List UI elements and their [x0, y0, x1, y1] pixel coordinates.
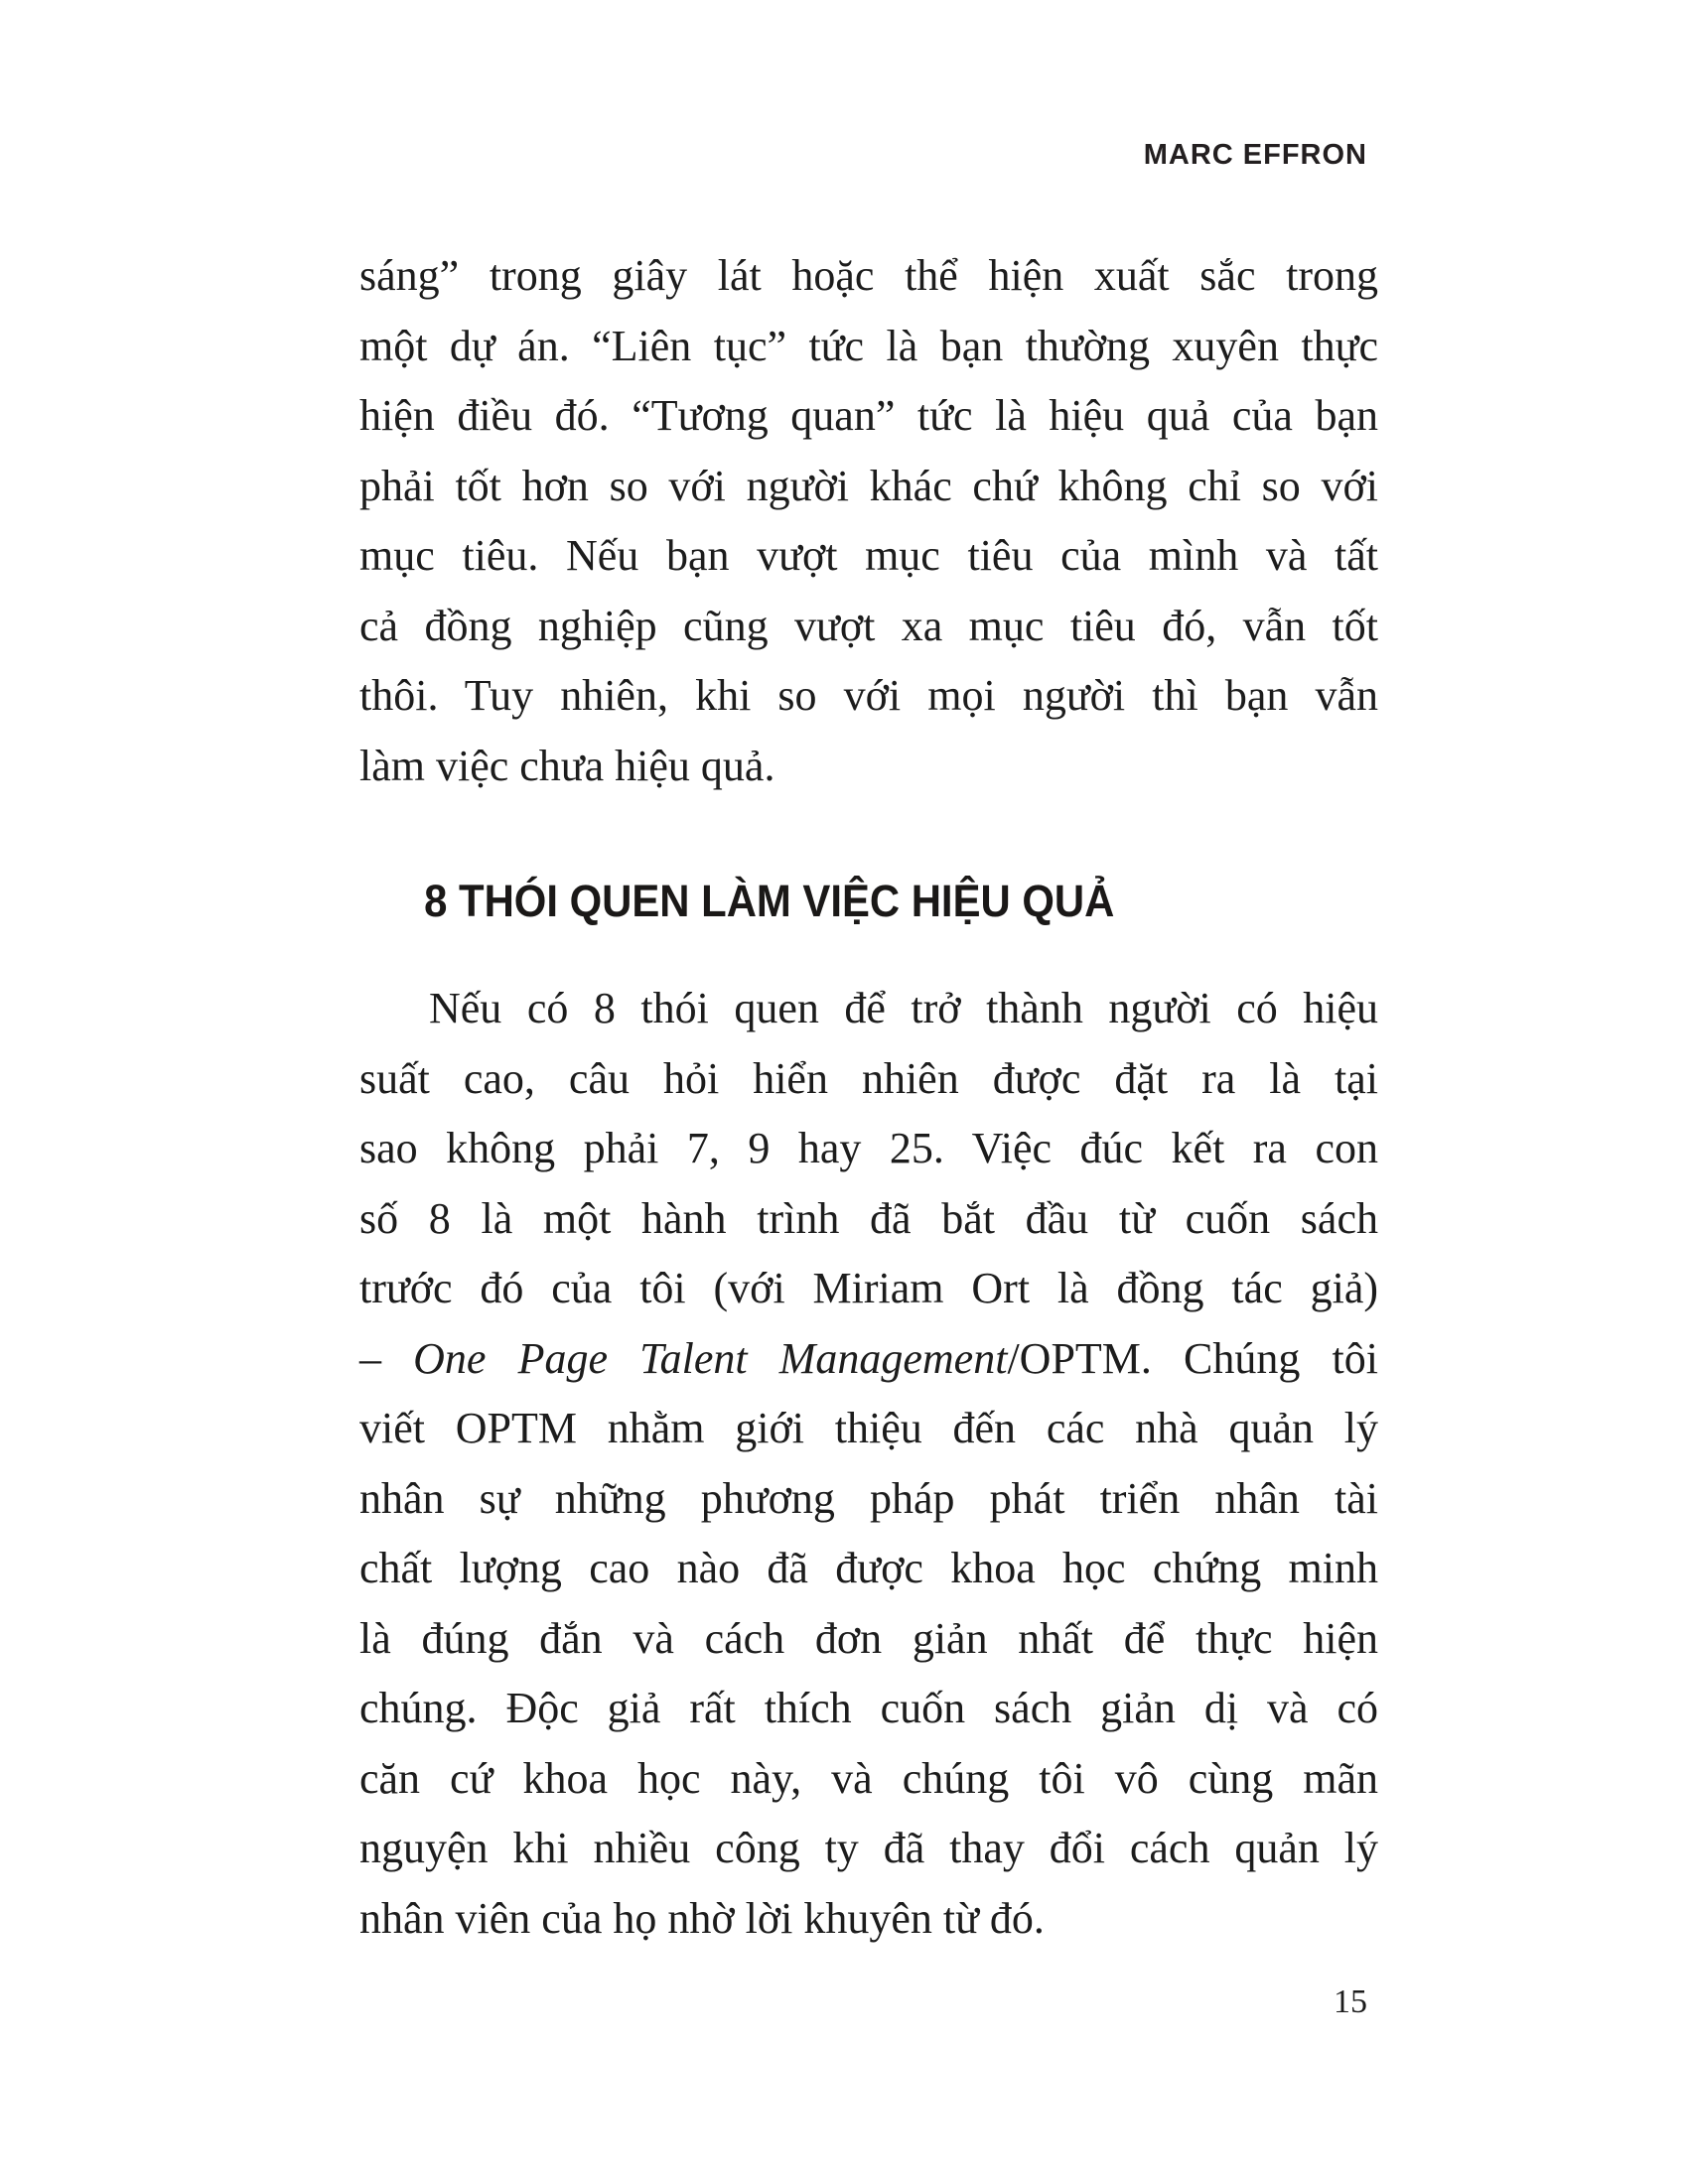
body-paragraph-2	[359, 974, 1378, 1954]
text-line: phải tốt hơn so với người khác chứ không chỉ so với	[359, 461, 1378, 510]
text-line: chúng. Độc giả rất thích cuốn sách giản dị và có	[359, 1684, 1378, 1732]
section-heading: 8 THÓI QUEN LÀM VIỆC HIỆU QUẢ	[424, 876, 1115, 926]
text-line: viết OPTM nhằm giới thiệu đến các nhà quản lý	[359, 1404, 1378, 1452]
text-segment: /OPTM. Chúng tôi	[1007, 1333, 1378, 1383]
text-line: chất lượng cao nào đã được khoa học chứng minh	[359, 1544, 1378, 1592]
text-line: là đúng đắn và cách đơn giản nhất để thực hiện	[359, 1613, 1378, 1663]
text-line: một dự án. “Liên tục” tức là bạn thường xuyên thực	[359, 321, 1378, 370]
text-line: làm việc chưa hiệu quả.	[359, 741, 775, 790]
text-line: thôi. Tuy nhiên, khi so với mọi người thì bạn vẫn	[359, 671, 1378, 720]
text-line: nhân viên của họ nhờ lời khuyên từ đó.	[359, 1893, 1045, 1943]
body-paragraph-1	[359, 241, 1378, 801]
book-title-italic: One Page Talent Management	[413, 1333, 1008, 1383]
text-line: sáng” trong giây lát hoặc thể hiện xuất sắc trong	[359, 251, 1378, 300]
running-header: MARC EFFRON	[1143, 139, 1367, 171]
text-segment: –	[359, 1333, 414, 1383]
text-line: căn cứ khoa học này, và chúng tôi vô cùng mãn	[359, 1753, 1378, 1803]
page-number: 15	[1334, 1983, 1367, 2020]
text-line: nguyện khi nhiều công ty đã thay đổi cách quản lý	[359, 1824, 1378, 1872]
text-line: Nếu có 8 thói quen để trở thành người có hiệu	[429, 984, 1378, 1032]
text-line: mục tiêu. Nếu bạn vượt mục tiêu của mình và tất	[359, 531, 1378, 580]
text-line: hiện điều đó. “Tương quan” tức là hiệu quả của bạn	[359, 391, 1378, 440]
text-line: nhân sự những phương pháp phát triển nhân tài	[359, 1473, 1378, 1523]
text-line: suất cao, câu hỏi hiển nhiên được đặt ra là tại	[359, 1053, 1378, 1103]
text-line: trước đó của tôi (với Miriam Ort là đồng tác giả)	[359, 1264, 1378, 1312]
text-line: sao không phải 7, 9 hay 25. Việc đúc kết ra con	[359, 1124, 1378, 1172]
text-line: số 8 là một hành trình đã bắt đầu từ cuốn sách	[359, 1193, 1378, 1243]
text-line	[359, 1324, 1378, 1395]
text-line: cả đồng nghiệp cũng vượt xa mục tiêu đó, vẫn tốt	[359, 601, 1378, 650]
